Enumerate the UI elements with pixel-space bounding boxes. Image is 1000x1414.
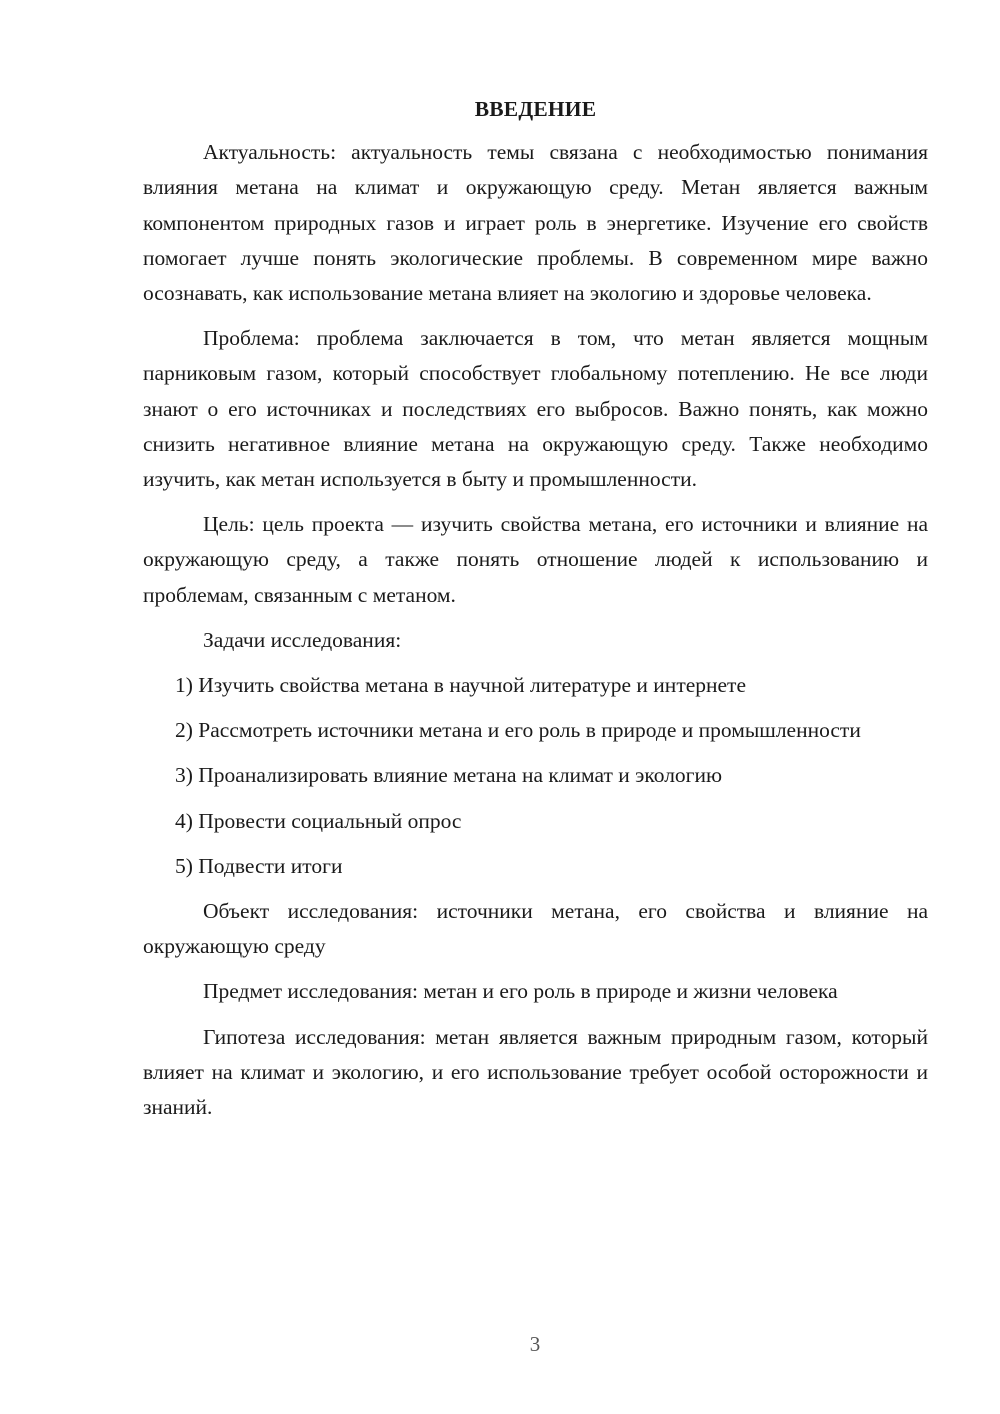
paragraph-subject: Предмет исследования: метан и его роль в природе и жизни человека [203, 979, 838, 1004]
document-page [143, 92, 928, 1135]
task-item-2: 2) Рассмотреть источники метана и его роль в природе и промышленности [175, 718, 861, 743]
paragraph-hypothesis: Гипотеза исследования: метан является важным природным газом, который влияет на климат и экологию, и его использование требует особой осторожности и знаний. [143, 1024, 928, 1120]
paragraph-problem: Проблема: проблема заключается в том, что метан является мощным парниковым газом, который способствует глобальному потеплению. Не все люди знают о его источниках и последствиях его выбросов. Важно понять, как можно снизить негативное влияние метана на окружающую среду. Также необходимо изучить, как метан используется в быту и промышленности. [143, 326, 928, 492]
task-item-1: 1) Изучить свойства метана в научной литературе и интернете [175, 673, 746, 698]
page-number: 3 [529, 1332, 541, 1356]
paragraph-goal: Цель: цель проекта — изучить свойства метана, его источники и влияние на окружающую среду, а также понять отношение людей к использованию и проблемам, связанным с метаном. [143, 512, 928, 607]
paragraph-relevance: Актуальность: актуальность темы связана с необходимостью понимания влияния метана на климат и окружающую среду. Метан является важным компонентом природных газов и играет роль в энергетике. Изучение его свойств помогает лучше понять экологические проблемы. В современном мире важно осознавать, как использование метана влияет на экологию и здоровье человека. [143, 140, 928, 306]
section-heading: ВВЕДЕНИЕ [474, 97, 597, 121]
tasks-title: Задачи исследования: [203, 627, 402, 652]
paragraph-object: Объект исследования: источники метана, его свойства и влияние на окружающую среду [143, 899, 928, 959]
tasks-list [143, 668, 928, 884]
task-item-5: 5) Подвести итоги [175, 853, 343, 878]
task-item-4: 4) Провести социальный опрос [175, 808, 462, 833]
task-item-3: 3) Проанализировать влияние метана на климат и экологию [175, 763, 723, 788]
